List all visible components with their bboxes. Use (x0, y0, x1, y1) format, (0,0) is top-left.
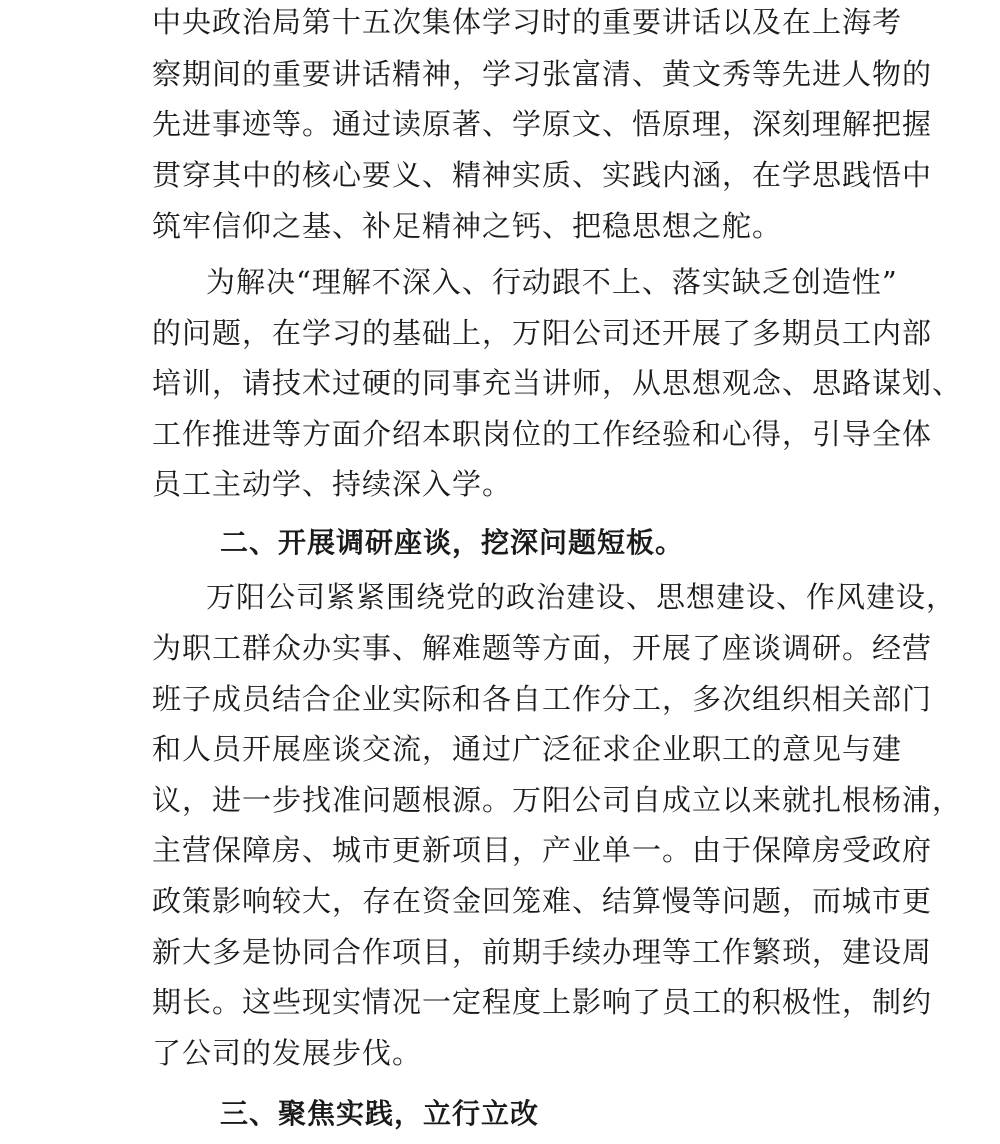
text-line: 新大多是协同合作项目，前期手续办理等工作繁琐，建设周 (152, 935, 933, 969)
text-line: 班子成员结合企业实际和各自工作分工，多次组织相关部门 (152, 682, 933, 716)
text-line: 为解决“理解不深入、行动跟不上、落实缺乏创造性” (206, 265, 898, 299)
text-line: 万阳公司紧紧围绕党的政治建设、思想建设、作风建设， (206, 580, 957, 614)
text-line: 中央政治局第十五次集体学习时的重要讲话以及在上海考 (152, 5, 903, 39)
text-line: 察期间的重要讲话精神，学习张富清、黄文秀等先进人物的 (152, 57, 933, 91)
text-line: 培训，请技术过硬的同事充当讲师，从思想观念、思路谋划、 (152, 366, 963, 400)
text-line: 员工主动学、持续深入学。 (152, 467, 513, 501)
text-line: 工作推进等方面介绍本职岗位的工作经验和心得，引导全体 (152, 417, 933, 451)
text-line: 期长。这些现实情况一定程度上影响了员工的积极性，制约 (152, 985, 933, 1019)
text-line: 政策影响较大，存在资金回笼难、结算慢等问题，而城市更 (152, 884, 933, 918)
text-line: 主营保障房、城市更新项目，产业单一。由于保障房受政府 (152, 833, 933, 867)
section-heading: 二、开展调研座谈，挖深问题短板。 (220, 526, 685, 559)
text-line: 先进事迹等。通过读原著、学原文、悟原理，深刻理解把握 (152, 107, 933, 141)
text-line: 和人员开展座谈交流，通过广泛征求企业职工的意见与建 (152, 732, 903, 766)
text-line: 的问题，在学习的基础上，万阳公司还开展了多期员工内部 (152, 316, 933, 350)
text-line: 筑牢信仰之基、补足精神之钙、把稳思想之舵。 (152, 209, 783, 243)
section-heading: 三、聚焦实践，立行立改 (220, 1097, 540, 1130)
text-line: 贯穿其中的核心要义、精神实质、实践内涵，在学思践悟中 (152, 158, 933, 192)
text-line: 议，进一步找准问题根源。万阳公司自成立以来就扎根杨浦， (152, 783, 963, 817)
text-line: 了公司的发展步伐。 (152, 1036, 423, 1070)
text-line: 为职工群众办实事、解难题等方面，开展了座谈调研。经营 (152, 631, 933, 665)
